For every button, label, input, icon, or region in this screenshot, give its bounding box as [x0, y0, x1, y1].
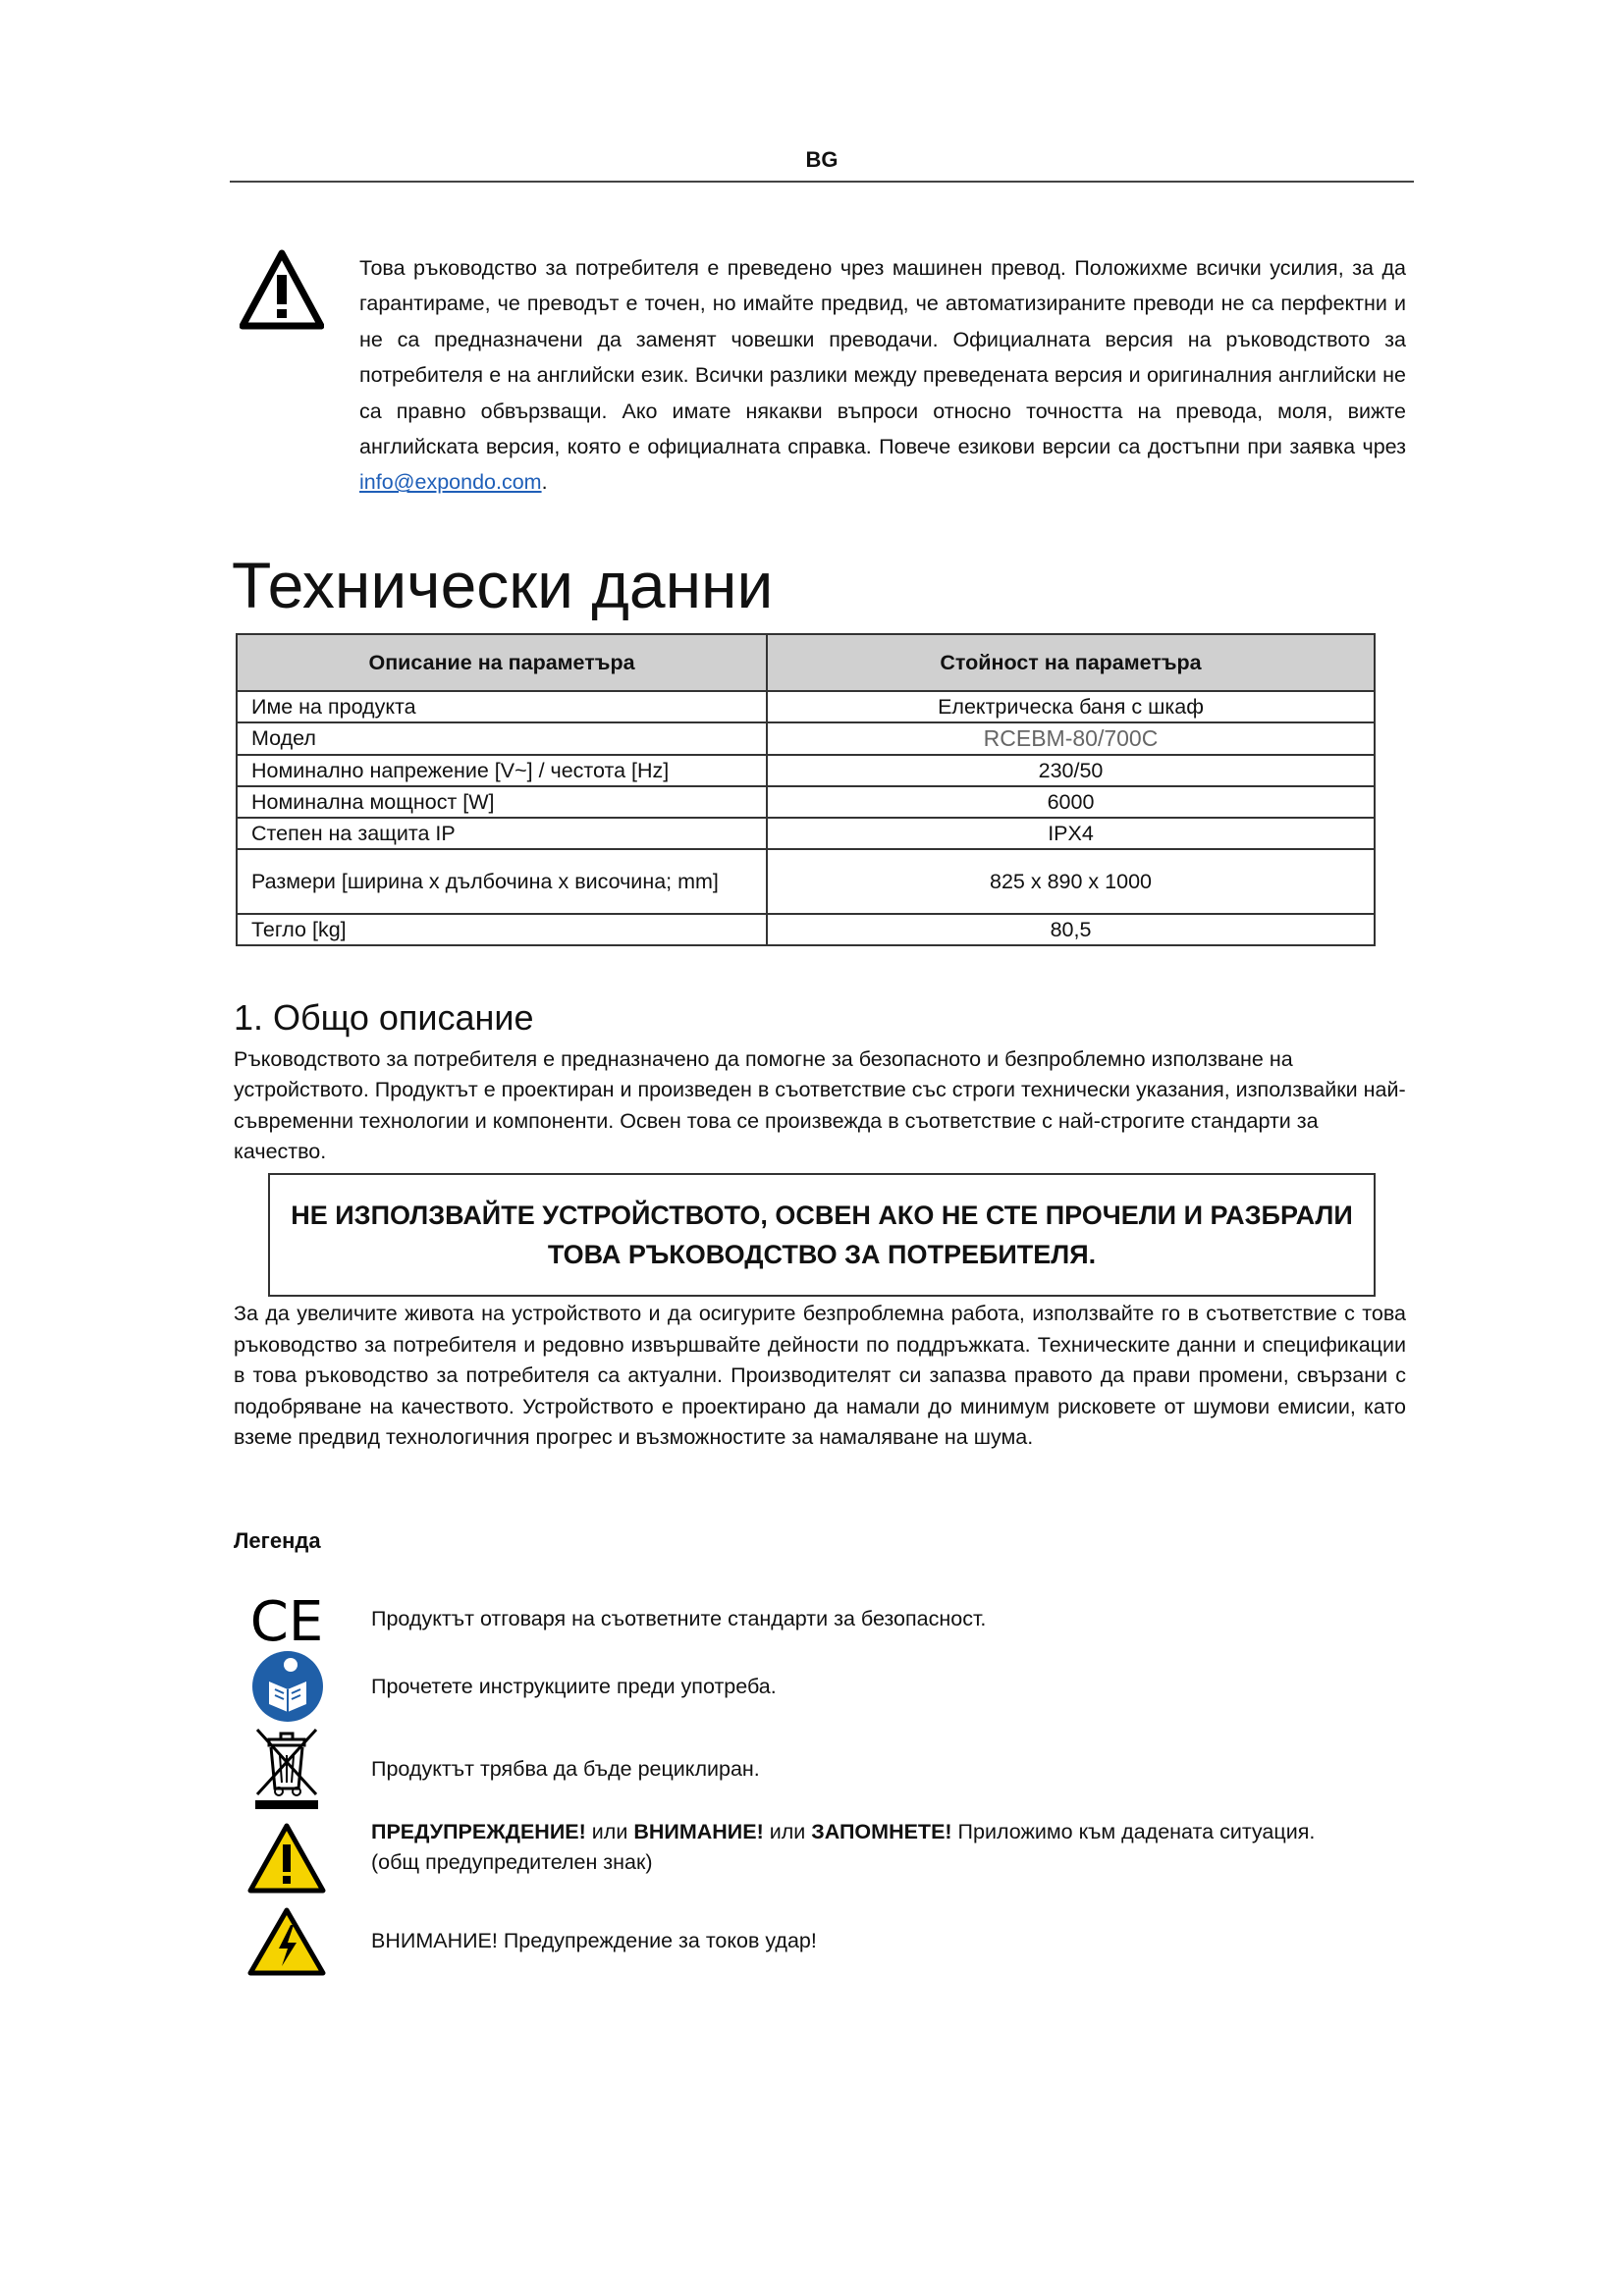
- value-cell: 6000: [767, 786, 1375, 818]
- section-heading-general: 1. Общо описание: [234, 997, 534, 1038]
- param-cell: Номинално напрежение [V~] / честота [Hz]: [237, 755, 767, 786]
- electric-shock-warning-icon: [247, 1907, 326, 1976]
- table-row: [237, 849, 1375, 914]
- general-warning-icon: [247, 1823, 326, 1894]
- param-cell: Модел: [237, 722, 767, 755]
- translation-disclaimer: [359, 250, 1406, 501]
- legend-warning-or-1: или: [585, 1820, 634, 1843]
- legend-warning-text: [371, 1817, 1392, 1878]
- legend-recycle-text: Продуктът трябва да бъде рециклиран.: [371, 1757, 760, 1781]
- legend-warning-word-2: ВНИМАНИЕ!: [633, 1820, 764, 1843]
- table-row: [237, 786, 1375, 818]
- param-cell: Степен на защита IP: [237, 818, 767, 849]
- value-cell: IPX4: [767, 818, 1375, 849]
- ce-mark-text: CE: [249, 1593, 324, 1648]
- warning-box-line-2: ТОВА РЪКОВОДСТВО ЗА ПОТРЕБИТЕЛЯ.: [547, 1240, 1097, 1269]
- warning-box-line-1: НЕ ИЗПОЛЗВАЙТЕ УСТРОЙСТВОТО, ОСВЕН АКО НЕ СТЕ ПРОЧЕЛИ И РАЗБРАЛИ: [291, 1201, 1353, 1230]
- legend-shock-text: ВНИМАНИЕ! Предупреждение за токов удар!: [371, 1929, 817, 1952]
- param-cell: Име на продукта: [237, 691, 767, 722]
- legend-warning-rest: Приложимо към дадената ситуация.: [951, 1820, 1316, 1843]
- table-row: [237, 755, 1375, 786]
- table-row: [237, 914, 1375, 945]
- disclaimer-text: Това ръководство за потребителя е преведено чрез машинен превод. Положихме всички усилия, за да гарантираме, че преводът е точен, но имайте предвид, че автоматизираните преводи не са перфектни и не са предназначени да заменят човешки преводачи. Официалната версия на ръководството за потребителя е на английски език. Всички разлики между преведената версия и оригиналния английски не са правно обвързващи. Ако имате някакви въпроси относно точността на превода, моля, вижте английската версия, която е официалната справка. Повече езикови версии са достъпни при заявка чрез: [359, 256, 1406, 459]
- column-header-param: Описание на параметъра: [237, 634, 767, 691]
- table-row: [237, 818, 1375, 849]
- tech-specs-table: [236, 633, 1376, 946]
- warning-box: [268, 1173, 1376, 1297]
- table-row: [237, 722, 1375, 755]
- legend-warning-word-1: ПРЕДУПРЕЖДЕНИЕ!: [371, 1820, 586, 1843]
- read-manual-icon: [251, 1650, 324, 1723]
- param-cell: Номинална мощност [W]: [237, 786, 767, 818]
- disclaimer-end: .: [541, 470, 548, 495]
- value-cell: Електрическа баня с шкаф: [767, 691, 1375, 722]
- email-link[interactable]: info@expondo.com: [359, 470, 542, 495]
- general-paragraph-1: Ръководството за потребителя е предназначено да помогне за безопасното и безпроблемно използване на устройството. Продуктът е проектиран и произведен в съответствие със строги технически указания, използвайки най-съвременни технологии и компоненти. Освен това се произвежда в съответствие с най-строгите стандарти за качество.: [234, 1047, 1406, 1163]
- value-cell: RCEBM-80/700C: [767, 722, 1375, 755]
- legend-manual-text: Прочетете инструкциите преди употреба.: [371, 1675, 777, 1698]
- value-cell: 80,5: [767, 914, 1375, 945]
- weee-recycle-bin-icon: [249, 1726, 324, 1810]
- ce-mark-icon: [249, 1593, 324, 1648]
- legend-title: Легенда: [234, 1528, 321, 1553]
- column-header-value: Стойност на параметъра: [767, 634, 1375, 691]
- legend-warning-word-3: ЗАПОМНЕТЕ!: [811, 1820, 952, 1843]
- header-divider: [230, 181, 1414, 183]
- warning-triangle-icon: [240, 249, 324, 330]
- legend-ce-text: Продуктът отговаря на съответните стандарти за безопасност.: [371, 1607, 987, 1630]
- legend-warning-note: (общ предупредителен знак): [371, 1850, 653, 1874]
- param-cell: Тегло [kg]: [237, 914, 767, 945]
- param-cell: Размери [ширина x дълбочина x височина; mm]: [237, 849, 767, 914]
- table-row: [237, 691, 1375, 722]
- language-code: BG: [805, 147, 839, 172]
- legend-warning-or-2: или: [763, 1820, 812, 1843]
- value-cell: 825 x 890 x 1000: [767, 849, 1375, 914]
- page-title: Технически данни: [232, 549, 774, 621]
- general-paragraph-2: За да увеличите живота на устройството и да осигурите безпроблемна работа, използвайте го в съответствие с това ръководство за потребителя и редовно извършвайте дейности по поддръжката. Техническите данни и спецификации в това ръководство за потребителя са актуални. Производителят си запазва правото да прави промени, свързани с подобряване на качеството. Устройството е проектирано да намали до минимум рисковете от шумови емисии, като вземе предвид технологичния прогрес и възможностите за намаляване на шума.: [234, 1302, 1406, 1450]
- value-cell: 230/50: [767, 755, 1375, 786]
